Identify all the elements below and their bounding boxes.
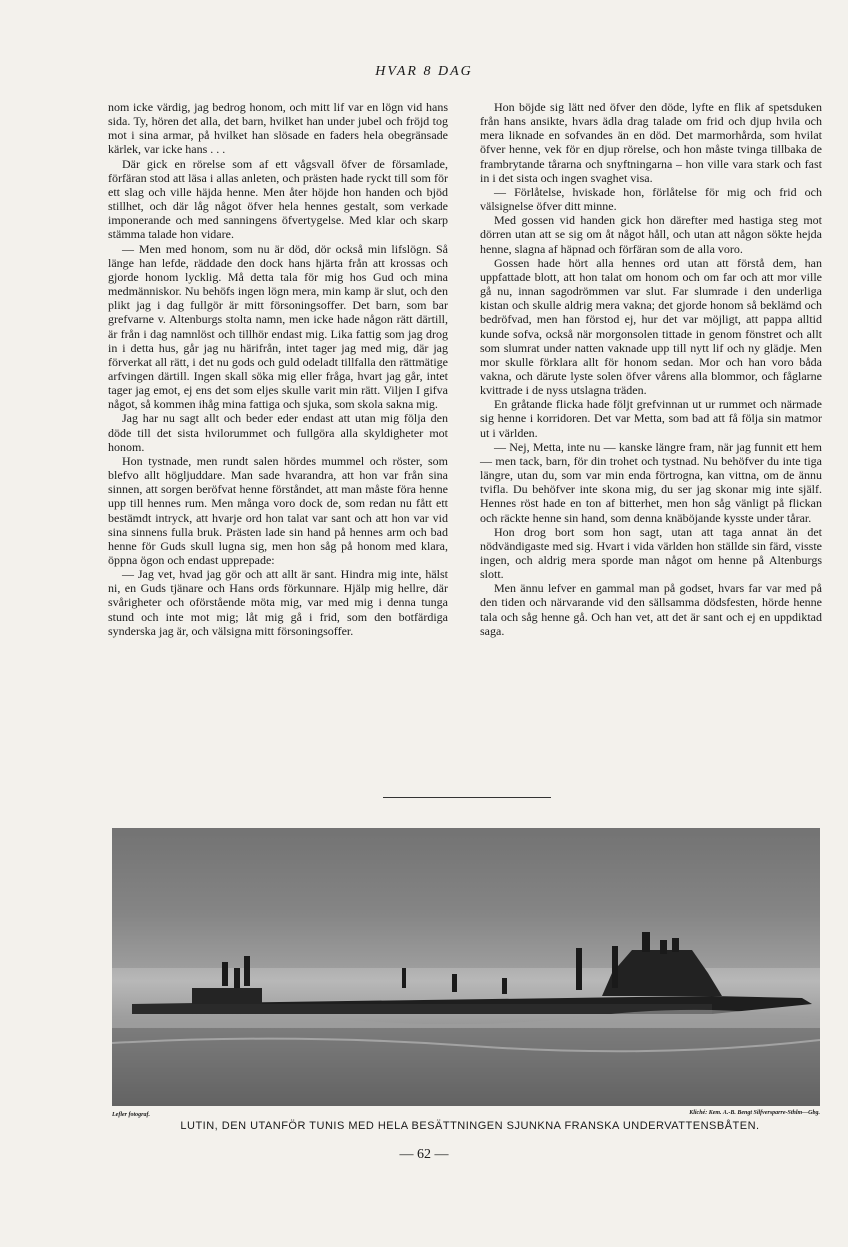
paragraph: nom icke värdig, jag bedrog honom, och mitt lif var en lögn vid hans sida. Ty, hören det alla, det barn, hvilket han under jubel och fröjd tog mot i sina armar, på hvilket han slösade en faders hela obegränsade kärlek, var icke hans . . . <box>108 100 448 157</box>
submarine-illustration <box>112 828 820 1106</box>
right-column <box>480 100 822 638</box>
paragraph: Hon böjde sig lätt ned öfver den döde, lyfte en flik af spetsduken från hans ansikte, hvars ädla drag talade om frid och djup hvila och mera liknade en sofvandes än en död. Det marmorhårda, som hvilat öfver henne, vek för en djup rörelse, och hon måste tvinga tillbaka de frambrytande tårarna och snyftningarna – hon ville vara stark och fast in i det sista och ingen svaghet visa. <box>480 100 822 185</box>
paragraph: Där gick en rörelse som af ett vågsvall öfver de församlade, förfäran stod att läsa i allas anleten, och prästen hade ryckt till som för ett slag och ville häjda henne. Men åter höjde hon handen och bjöd stillhet, och där låg något öfver hela hennes gestalt, som verkade imponerande och med sanningens öfvertygelse. Med klar och skarp stämma talade hon vidare. <box>108 156 448 242</box>
photo-credit: Lefler fotograf. <box>112 1112 150 1118</box>
submarine-photo <box>112 828 820 1106</box>
paragraph: En gråtande flicka hade följt grefvinnan ut ur rummet och närmade sig henne i korridoren. Det var Metta, som bad att få följa sin matmor ut i världen. <box>480 397 822 440</box>
section-divider <box>383 797 551 798</box>
paragraph: — Nej, Metta, inte nu — kanske längre fram, när jag funnit ett hem — men tack, barn, för din trohet och tystnad. Nu behöfver du inte tiga längre, utan du, som var min enda förtrogna, kan vittna, om de ännu tvifla. Du behöfver inte skona mig, du ser jag skonar mig inte själf. Hennes röst hade en ton af bitterhet, men hon såg vänligt på flickan och räckte henne sin hand, som denna knäböjande kysste under tårar. <box>480 439 822 525</box>
figure-caption: LUTIN, DEN UTANFÖR TUNIS MED HELA BESÄTTNINGEN SJUNKNA FRANSKA UNDERVATTENSBÅTEN. <box>180 1120 760 1132</box>
left-column <box>108 100 448 638</box>
paragraph: Men ännu lefver en gammal man på godset, hvars far var med på den tiden och närvarande vid den sällsamma dödsfesten, hörde henne tala och såg henne gå. Och han vet, att det är sant och ej en uppdiktad saga. <box>480 581 822 638</box>
engraving-credit: Kliché: Kem. A.-B. Bengt Silfversparre-Sthlm—Gbg. <box>689 1110 820 1116</box>
paragraph: — Jag vet, hvad jag gör och att allt är sant. Hindra mig inte, hälst ni, en Guds tjänare och Hans ords förkunnare. Hjälp mig hellre, där svårigheter och oförstående möta mig, var med mig i denna tunga stund och inte mot mig; låt mig gå i frid, som den botfärdiga synderska jag är, och välsigna mitt försoningsoffer. <box>108 567 448 638</box>
paragraph: Gossen hade hört alla hennes ord utan att förstå dem, han uppfattade blott, att hon talat om honom och om far och att mor ville gå nu, innan sagodrömmen var slut. Far slumrade i den underliga kistan och skulle aldrig mera vakna; det gjorde honom så beklämd och bedröfvad, men han förstod ej, hur det var möjligt, att pappa alltid kunde sofva, också när morgonsolen tittade in genom fönstret och allt som slumrat under natten vaknade upp till nytt lif och ny glädje. Men mor skulle förklara allt för honom sedan. Mor och han voro båda vakna, och därute lyste solen öfver vårens alla blommor, och fåglarne kvittrade i de nyss utslagna träden. <box>480 255 822 398</box>
paragraph: — Men med honom, som nu är död, dör också min lifslögn. Så länge han lefde, räddade den dock hans hjärta från att krossas och gjorde honom lycklig. Må detta tala för mig hos Gud och mina medmänniskor. Nu behöfs ingen lögn mera, min kamp är slut, och den plikt jag i dag fullgör är mitt försoningsoffer. Det barn, som bar grefvarne v. Altenburgs stolta namn, men icke hade någon rätt därtill, är från i dag namnlöst och tillhör endast mig. Lika fattig som jag drog in i detta hus, går jag nu härifrån, intet tager jag med mig, där jag förverkat all rätt, i det nu gods och guld odeladt tillfalla den rättmätige arfvingen därtill. Ingen skall söka mig eller fråga, hvart jag går, intet tager jag emot, ej ens det som eljes skulle varit min rätt. Viljen I gifva något, så kommen ihåg mina fattiga och sjuka, som skola sakna mig. <box>108 241 448 412</box>
running-head: HVAR 8 DAG <box>375 64 473 79</box>
paragraph: Med gossen vid handen gick hon därefter med hastiga steg mot dörren utan att se sig om åt något håll, och utan att någon sökte hejda henne, slagna af häpnad och förfäran som de alla voro. <box>480 213 822 256</box>
paragraph: Jag har nu sagt allt och beder eder endast att utan mig följa den döde till det sista hvilorummet och fullgöra alla skyldigheter mot honom. <box>108 411 448 454</box>
paragraph: Hon drog bort som hon sagt, utan att taga annat än det nödvändigaste med sig. Hvart i vida världen hon ställde sin färd, visste ingen, och aldrig mera sporde man något om henne på Altenburgs slott. <box>480 524 822 582</box>
page-number: — 62 — <box>399 1147 449 1162</box>
paragraph: — Förlåtelse, hviskade hon, förlåtelse för mig och frid och välsignelse öfver ditt minne. <box>480 184 822 214</box>
paragraph: Hon tystnade, men rundt salen hördes mummel och röster, som blefvo allt högljuddare. Man sade hvarandra, att hon var från sina sinnen, att sorgen beröfvat henne förståndet, att man måste föra henne upp till hennes rum. Men många voro dock de, som redan nu fått ett bestämdt intryck, att hvarje ord hon talat var sant och att hon var vid sina sinnens fulla bruk. Prästen lade sin hand på hennes arm och bad henne för Guds skull lugna sig, men hon såg på honom med klara, öppna ögon och endast upprepade: <box>108 453 448 567</box>
